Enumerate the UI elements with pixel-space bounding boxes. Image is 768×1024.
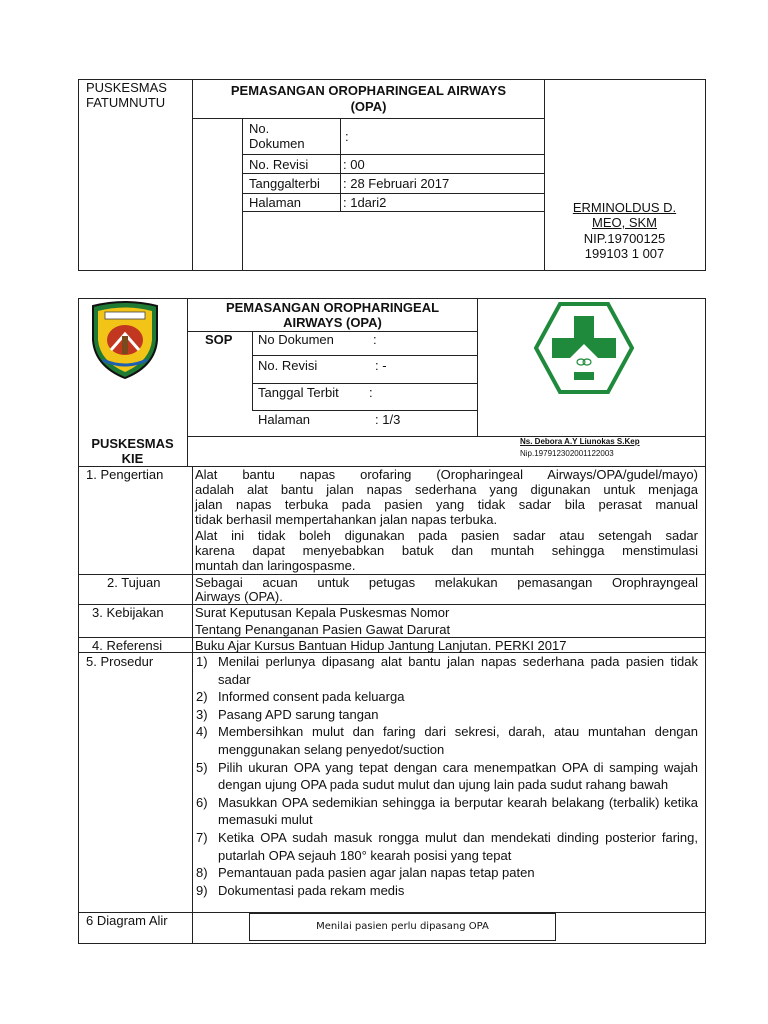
step-text: Ketika OPA sudah masuk rongga mulut dan mendekati dinding posterior faring, putarlah OPA sejauh 180° kearah posisi yang tepat [218, 829, 698, 863]
meta-label-halaman: Halaman [249, 195, 302, 210]
section-label-referensi: 4. Referensi [92, 638, 163, 653]
pengertian-line: muntah dan laringospasme. [195, 558, 356, 573]
step-number: 1) [196, 654, 208, 669]
prosedur-step [196, 706, 698, 724]
step-number: 8) [196, 865, 208, 881]
doc-title-line2: (OPA) [350, 99, 387, 114]
prosedur-step [196, 653, 698, 688]
section-label-prosedur: 5. Prosedur [86, 654, 154, 669]
pengertian-line: tidak berhasil mempertahankan jalan napas terbuka. [195, 512, 498, 527]
doc-title-line1: PEMASANGAN OROPHARINGEAL AIRWAYS [230, 83, 507, 98]
regency-emblem-icon [89, 300, 161, 380]
flowchart-box-text: Menilai pasien perlu dipasang OPA [316, 921, 489, 932]
pengertian-line: karena dapat menyebabkan batuk dan muntah sehingga menstimulasi [195, 543, 698, 558]
sop-title-line1: PEMASANGAN OROPHARINGEAL [225, 300, 440, 315]
referensi-text: Buku Ajar Kursus Bantuan Hidup Jantung Lanjutan. PERKI 2017 [195, 638, 567, 653]
org-name-line1: PUSKESMAS [86, 80, 167, 95]
step-number: 7) [196, 829, 208, 845]
prosedur-step [196, 794, 698, 829]
prosedur-step [196, 723, 698, 758]
pengertian-line: jalan napas terbuka pada pasien yang tidak sadar bila perasat manual [195, 497, 698, 512]
meta-value-halaman: : 1dari2 [343, 195, 387, 210]
meta-value-revisi: : 00 [343, 157, 365, 172]
step-number: 5) [196, 759, 208, 775]
sop-meta-label-tanggal: Tanggal Terbit [258, 385, 339, 400]
org-name-line2: FATUMNUTU [86, 95, 166, 110]
section-label-pengertian: 1. Pengertian [86, 467, 164, 482]
meta-label-tanggal: Tanggalterbi [249, 176, 320, 191]
signer-name-line2: MEO, SKM [591, 215, 657, 230]
step-number: 4) [196, 724, 208, 740]
prosedur-step [196, 829, 698, 864]
sop-org-line1: PUSKESMAS [91, 436, 174, 451]
meta-label-revisi: No. Revisi [249, 157, 309, 172]
step-text: Pemantauan pada pasien agar jalan napas tetap paten [218, 865, 535, 881]
pengertian-line: adalah alat bantu jalan napas sederhana yang digunakan untuk menjaga [195, 482, 698, 497]
kebijakan-line1: Surat Keputusan Kepala Puskesmas Nomor [195, 605, 450, 620]
step-text: Menilai perlunya dipasang alat bantu jalan napas sederhana pada pasien tidak sadar [218, 654, 698, 687]
step-text: Pilih ukuran OPA yang tepat dengan cara menempatkan OPA di samping wajah dengan ujung OPA pada sudut mulut dan ujung lain pada sudut rahang bawah [218, 759, 698, 793]
flowchart-box [249, 913, 556, 941]
sop-meta-label-halaman: Halaman [258, 412, 311, 427]
sop-meta-value-halaman: : 1/3 [375, 412, 401, 427]
sop-meta-label-revisi: No. Revisi [258, 358, 318, 373]
tujuan-line1: Sebagai acuan untuk petugas melakukan pemasangan Orophrayngeal [195, 575, 698, 590]
meta-label-nodok-line2: Dokumen [249, 136, 305, 151]
sop-meta-value-nodok: : [373, 332, 377, 347]
sop-signer-nip: Nip.197912302001122003 [520, 449, 614, 458]
prosedur-step [196, 759, 698, 794]
kebijakan-line2: Tentang Penanganan Pasien Gawat Darurat [195, 622, 451, 637]
sop-label: SOP [205, 332, 233, 347]
signer-nip-line1: NIP.19700125 [583, 231, 666, 246]
signer-name-line1: ERMINOLDUS D. [572, 200, 677, 215]
step-text: Membersihkan mulut dan faring dari sekresi, darah, atau muntahan dengan menggunakan selang penyedot/suction [218, 724, 698, 757]
signer-nip-line2: 199103 1 007 [584, 246, 665, 261]
puskesmas-cross-logo-icon [534, 302, 634, 394]
tujuan-line2: Airways (OPA). [195, 589, 283, 604]
prosedur-steps [196, 653, 698, 899]
step-text: Pasang APD sarung tangan [218, 706, 379, 722]
pengertian-line: Alat ini tidak boleh digunakan pada pasien sadar atau setengah sadar [195, 528, 698, 543]
step-number: 6) [196, 794, 208, 810]
meta-label-nodok-line1: No. [249, 121, 270, 136]
step-number: 2) [196, 689, 208, 705]
prosedur-step [196, 688, 698, 706]
prosedur-step [196, 864, 698, 882]
step-text: Dokumentasi pada rekam medis [218, 882, 405, 898]
meta-value-tanggal: : 28 Februari 2017 [343, 176, 450, 191]
sop-meta-label-nodok: No Dokumen [258, 332, 334, 347]
step-number: 9) [196, 882, 208, 898]
sop-signer-name: Ns. Debora A.Y Liunokas S.Kep [520, 437, 640, 446]
step-text: Informed consent pada keluarga [218, 689, 405, 705]
step-text: Masukkan OPA sedemikian sehingga ia berputar kearah belakang (terbalik) ketika memasuki mulut [218, 794, 698, 828]
sop-meta-value-revisi: : - [375, 358, 387, 373]
meta-value-nodok: : [345, 129, 349, 144]
sop-meta-value-tanggal: : [369, 385, 373, 400]
section-label-tujuan: 2. Tujuan [107, 575, 161, 590]
section-label-diagram: 6 Diagram Alir [86, 913, 168, 928]
sop-title-line2: AIRWAYS (OPA) [283, 315, 382, 330]
section-label-kebijakan: 3. Kebijakan [92, 605, 164, 620]
pengertian-line: Alat bantu napas orofaring (Oropharingeal Airways/OPA/gudel/mayo) [195, 467, 698, 482]
prosedur-step [196, 882, 698, 900]
step-number: 3) [196, 706, 208, 722]
sop-org-line2: KIE [121, 451, 144, 466]
